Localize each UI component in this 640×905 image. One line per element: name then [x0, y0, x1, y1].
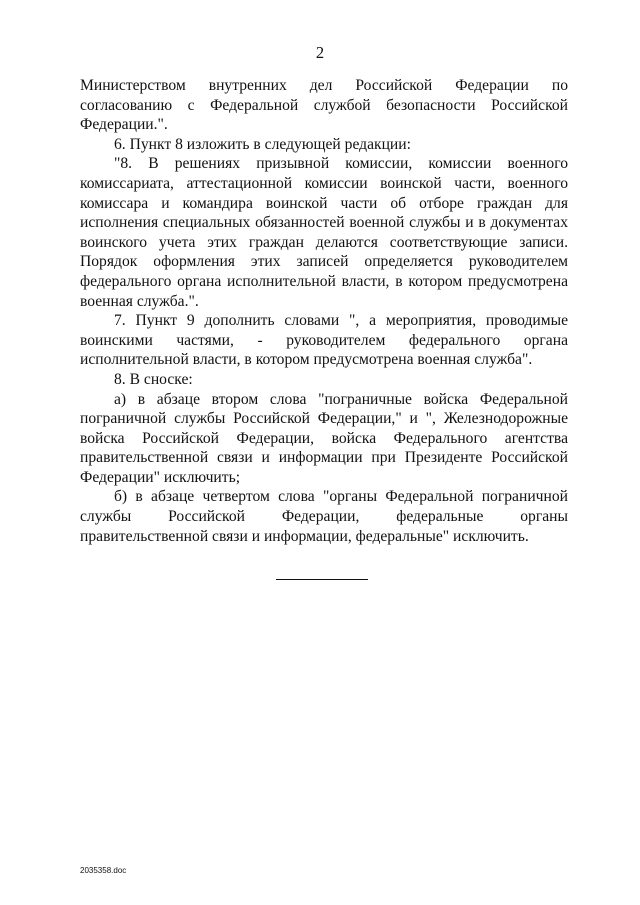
paragraph-item-6-text: "8. В решениях призывной комиссии, комиссии военного комиссариата, аттестационной комиссии воинской части, военного комиссара и командира воинской части об отборе граждан для исполнения специальных обязанностей военной службы и в документах воинского учета этих граждан делаются соответствующие записи. Порядок оформления этих записей определяется руководителем федерального органа исполнительной власти, в котором предусмотрена военная служба.".	[80, 155, 568, 310]
document-body	[80, 76, 568, 546]
paragraph-item-8a: а) в абзаце втором слова "пограничные войска Федеральной пограничной службы Российской Федерации," и ", Железнодорожные войска Российской Федерации, войска Федерального агентства правительственной связи и информации при Президенте Российской Федерации" исключить;	[80, 390, 568, 486]
file-reference: 2035358.doc	[80, 866, 127, 875]
page-number: 2	[315, 43, 325, 62]
paragraph-item-6: 6. Пункт 8 изложить в следующей редакции:	[114, 135, 411, 153]
paragraph-item-8: 8. В сноске:	[114, 370, 193, 388]
closing-divider	[276, 579, 368, 580]
paragraph-continuation: Министерством внутренних дел Российской Федерации по согласованию с Федеральной службой безопасности Российской Федерации.".	[80, 77, 568, 134]
paragraph-item-7: 7. Пункт 9 дополнить словами ", а мероприятия, проводимые воинскими частями, - руководителем федерального органа исполнительной власти, в котором предусмотрена военная служба".	[80, 312, 568, 369]
paragraph-item-8b: б) в абзаце четвертом слова "органы Федеральной пограничной службы Российской Федерации, федеральные органы правительственной связи и информации, федеральные" исключить.	[80, 488, 568, 545]
